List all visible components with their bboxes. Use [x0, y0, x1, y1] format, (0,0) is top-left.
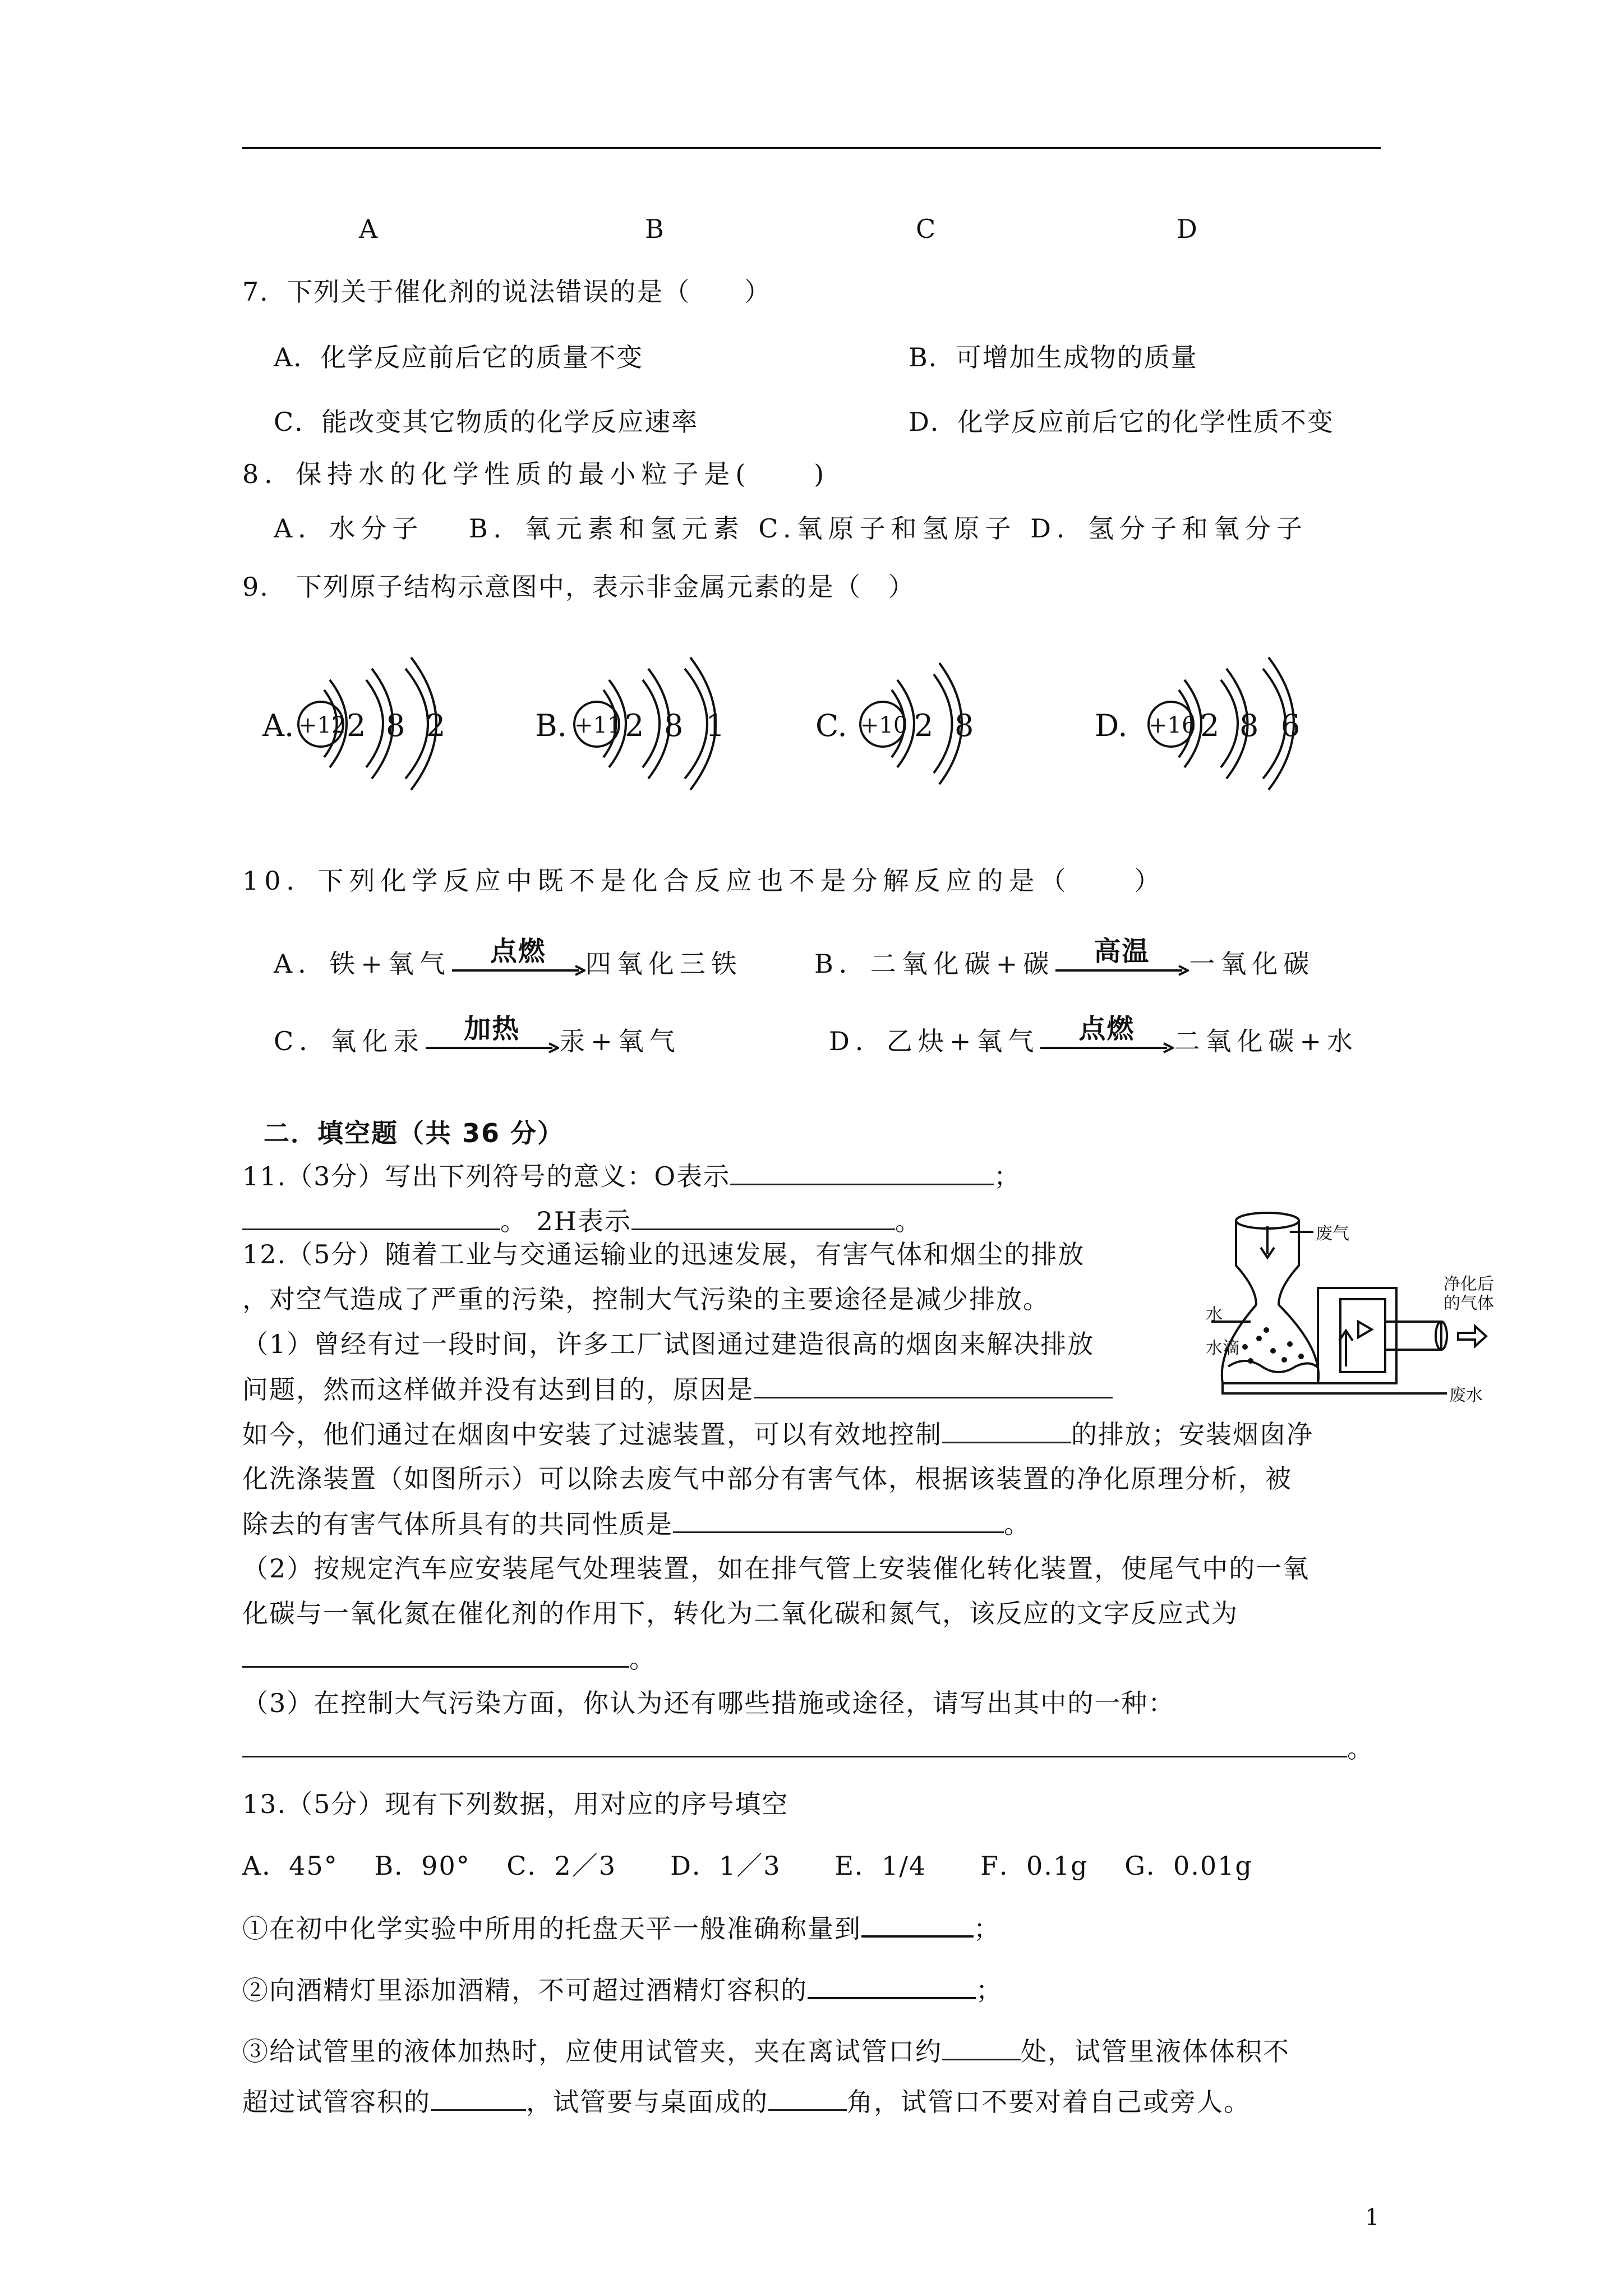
q13-blank-1[interactable]: [861, 1911, 974, 1938]
arrow-icon: [1039, 1042, 1174, 1053]
q10-b-condition: 高温: [1094, 936, 1150, 967]
q12-line8: （2）按规定汽车应安装尾气处理装置，如在排气管上安装催化转化装置，使尾气中的一氧: [242, 1553, 1310, 1584]
q12-blank-equation[interactable]: [242, 1641, 629, 1668]
label-waste-gas: 废气: [1316, 1224, 1349, 1244]
q7-option-c: C．能改变其它物质的化学反应速率: [274, 407, 699, 437]
arrow-icon: [451, 965, 585, 976]
q13-blank-2[interactable]: [808, 1972, 976, 1999]
atom-a-shell-1: 2: [347, 708, 366, 743]
q8-options: A．水分子 B．氧元素和氢元素 C.氧原子和氢原子 D．氢分子和氧分子: [274, 513, 1308, 544]
q12-line4: [242, 1372, 1113, 1406]
label-water: 水: [1206, 1305, 1223, 1324]
q12-filter-prompt: 如今，他们通过在烟囱中安装了过滤装置，可以有效地控制: [242, 1419, 942, 1450]
q7-option-a: A．化学反应前后它的质量不变: [274, 342, 644, 372]
reaction-arrow-b: [1054, 936, 1189, 981]
q12-line11: （3）在控制大气污染方面，你认为还有哪些措施或途径，请写出其中的一种：: [242, 1688, 1175, 1718]
q12-line2: ，对空气造成了严重的污染，控制大气污染的主要途径是减少排放。: [242, 1284, 1050, 1314]
arrow-icon: [425, 1042, 559, 1053]
q10-d-condition: 点燃: [1078, 1013, 1135, 1045]
atom-d-shell-3: 6: [1281, 708, 1301, 743]
scrubber-diagram: [1206, 1204, 1492, 1406]
q12-line6: 化洗涤装置（如图所示）可以除去废气中部分有害气体，根据该装置的净化原理分析，被: [242, 1464, 1292, 1494]
q10-d-reactants: D．乙炔+氧气: [829, 1026, 1040, 1056]
q12-line7: [242, 1507, 1031, 1541]
q10-c-product: 汞+氧气: [559, 1026, 681, 1056]
atom-c-label: C.: [815, 708, 847, 743]
q9-stem: 9. 下列原子结构示意图中，表示非金属元素的是（ ）: [242, 572, 915, 602]
choice-label-d: D: [1177, 214, 1198, 244]
atom-d-nucleus: +16: [1149, 712, 1196, 738]
q12-measure-suffix: 。: [1347, 1733, 1374, 1764]
q13-stem: 13.（5分）现有下列数据，用对应的序号填空: [242, 1789, 789, 1819]
q10-option-a: [274, 936, 743, 981]
q10-d-product: 二氧化碳+水: [1174, 1026, 1358, 1056]
q12-line1: 12.（5分）随着工业与交通运输业的迅速发展，有害气体和烟尘的排放: [242, 1239, 1085, 1269]
atom-diagram-a: [251, 645, 487, 802]
q13-blank-4[interactable]: [431, 2085, 526, 2111]
q12-line3: （1）曾经有过一段时间，许多工厂试图通过建造很高的烟囱来解决排放: [242, 1329, 1095, 1359]
q13-statement-1: [242, 1911, 1000, 1945]
q10-c-condition: 加热: [464, 1013, 520, 1045]
header-rule: [242, 147, 1381, 149]
q13-s2-prompt: ②向酒精灯里添加酒精，不可超过酒精灯容积的: [242, 1975, 808, 2005]
q11-line2: [242, 1204, 922, 1238]
q13-blank-3[interactable]: [942, 2034, 1021, 2060]
choice-label-c: C: [916, 214, 937, 244]
q10-b-product: 一氧化碳: [1189, 949, 1315, 979]
atom-c-nucleus: +10: [860, 712, 908, 738]
q13-s1-prompt: ①在初中化学实验中所用的托盘天平一般准确称量到: [242, 1913, 861, 1944]
q10-a-reactants: A．铁+氧气: [274, 949, 451, 979]
q10-b-reactants: B．二氧化碳+碳: [814, 949, 1055, 979]
q13-statement-3: [242, 2034, 1290, 2068]
q12-blank-measure[interactable]: [242, 1731, 1347, 1757]
label-drops: 水滴: [1206, 1338, 1239, 1358]
q7-option-d: D．化学反应前后它的化学性质不变: [909, 407, 1334, 437]
q12-property-suffix: 。: [1004, 1509, 1031, 1539]
q12-filter-suffix: 的排放；安装烟囱净: [1071, 1419, 1313, 1450]
q13-s1-suffix: ；: [974, 1913, 1000, 1944]
q10-c-reactants: C．氧化汞: [274, 1026, 425, 1056]
q13-blank-5[interactable]: [768, 2085, 847, 2111]
atom-b-shell-2: 8: [664, 708, 684, 743]
q10-a-condition: 点燃: [490, 936, 546, 967]
atom-c-shell-1: 2: [914, 708, 934, 743]
q10-option-d: [829, 1013, 1358, 1058]
q11-2h-prompt: 。 2H表示: [500, 1206, 632, 1236]
atom-diagram-d: [1089, 645, 1336, 802]
q12-line12: [242, 1731, 1374, 1765]
atom-a-shell-2: 8: [386, 708, 405, 743]
q13-s4-prompt: 超过试管容积的: [242, 2087, 431, 2117]
q12-blank-filter[interactable]: [942, 1417, 1071, 1443]
atom-c-shell-2: 8: [955, 708, 974, 743]
q7-stem: 7．下列关于催化剂的说法错误的是（ ）: [242, 277, 772, 307]
atom-b-shell-1: 2: [625, 708, 644, 743]
choice-label-a: A: [359, 214, 379, 244]
q11-blank-2h[interactable]: [631, 1204, 895, 1230]
q13-s4-suffix: 角，试管口不要对着自己或旁人。: [847, 2087, 1251, 2117]
q7-option-b: B．可增加生成物的质量: [909, 342, 1198, 372]
q11-prompt: 11.（3分）写出下列符号的意义：O表示: [242, 1161, 731, 1191]
q12-property-prompt: 除去的有害气体所具有的共同性质是: [242, 1509, 673, 1539]
q11-period: 。: [895, 1206, 923, 1236]
reaction-arrow-c: [425, 1013, 559, 1058]
q13-data: A．45° B．90° C．2／3 D．1／3 E．1/4 F．0.1g G．0.01g: [242, 1851, 1253, 1881]
q12-equation-suffix: 。: [629, 1644, 656, 1674]
atom-d-shell-2: 8: [1239, 708, 1259, 743]
arrow-icon: [1054, 965, 1189, 976]
atom-diagram-c: [808, 645, 1009, 802]
q13-statement-2: [242, 1972, 1003, 2007]
atom-b-label: B.: [535, 708, 567, 743]
atom-a-shell-3: 2: [426, 708, 446, 743]
reaction-arrow-a: [451, 936, 585, 981]
atom-d-label: D.: [1095, 708, 1128, 743]
q12-blank-reason[interactable]: [754, 1372, 1113, 1398]
q10-option-b: [814, 936, 1315, 981]
q11-blank-o-cont[interactable]: [242, 1204, 500, 1230]
q10-option-c: [274, 1013, 681, 1058]
q11-blank-o[interactable]: [730, 1159, 994, 1185]
atom-a-nucleus: +12: [298, 712, 346, 738]
label-clean-gas-1: 净化后: [1444, 1274, 1494, 1294]
atom-b-shell-3: 1: [706, 708, 725, 743]
page-number: 1: [1365, 2205, 1380, 2230]
atom-d-shell-1: 2: [1200, 708, 1220, 743]
q11-semicolon: ；: [994, 1161, 1021, 1191]
atom-a-label: A.: [262, 708, 294, 743]
choice-label-b: B: [645, 214, 665, 244]
atom-b-nucleus: +11: [574, 712, 622, 738]
q13-s3-prompt: ③给试管里的液体加热时，应使用试管夹，夹在离试管口约: [242, 2036, 942, 2067]
q12-reason-prompt: 问题，然而这样做并没有达到目的，原因是: [242, 1374, 754, 1405]
q12-line9: 化碳与一氧化氮在催化剂的作用下，转化为二氧化碳和氮气，该反应的文字反应式为: [242, 1598, 1238, 1628]
q10-stem: 10．下列化学反应中既不是化合反应也不是分解反应的是（ ）: [242, 866, 1166, 896]
q12-line5: [242, 1417, 1313, 1451]
q12-blank-property[interactable]: [673, 1507, 1004, 1533]
reaction-arrow-d: [1039, 1013, 1174, 1058]
q13-s4-mid: ，试管要与桌面成的: [526, 2087, 768, 2117]
q13-statement-4: [242, 2085, 1251, 2119]
label-clean-gas-2: 的气体: [1444, 1294, 1494, 1313]
q13-s3-suffix: 处，试管里液体体积不: [1021, 2036, 1290, 2067]
q10-a-product: 四氧化三铁: [585, 949, 743, 979]
q11-line1: [242, 1159, 1021, 1193]
q13-s2-suffix: ；: [976, 1975, 1003, 2005]
atom-diagram-b: [525, 645, 760, 802]
q8-stem: 8．保持水的化学性质的最小粒子是( ): [242, 459, 830, 489]
label-waste-water: 废水: [1449, 1386, 1483, 1405]
q12-line10: [242, 1641, 656, 1676]
section2-title: 二．填空题（共 36 分）: [264, 1118, 565, 1148]
